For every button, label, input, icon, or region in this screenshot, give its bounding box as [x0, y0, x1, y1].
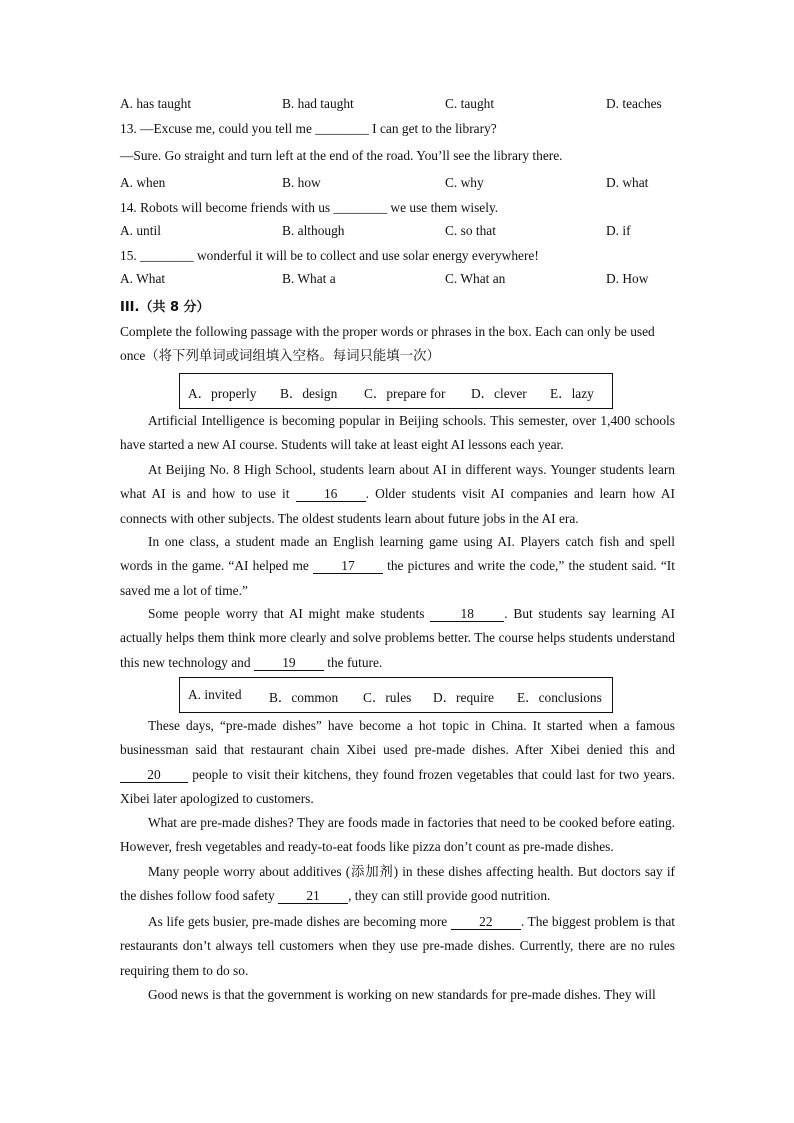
q13-reply: —Sure. Go straight and turn left at the end of the road. You’ll see the library there.	[120, 148, 563, 163]
q14-option-b: B. although	[282, 223, 345, 238]
q15-option-a: A. What	[120, 271, 166, 286]
passage2-paragraph5	[120, 983, 675, 1007]
q13-option-b: B. how	[282, 175, 321, 190]
q15-option-c: C. What an	[445, 271, 506, 286]
passage1-p4-mid: . But students say learning AI actually helps them think more clearly and solve problems better. The course helps students understand this new technology and	[120, 606, 675, 670]
word-box-1-item: B．design	[280, 386, 338, 401]
word-box-2-item: D．require	[433, 690, 494, 705]
q14-stem	[120, 199, 675, 217]
q15-stem-before: 15.	[120, 248, 141, 263]
passage1-paragraph2	[120, 458, 675, 531]
q15-options	[120, 271, 680, 289]
word-box-2-item: B．common	[269, 690, 339, 705]
q15-stem	[120, 247, 675, 265]
q14-stem-after: we use them wisely.	[387, 200, 499, 215]
passage1-paragraph1	[120, 409, 675, 458]
passage1-p3-before: In one class, a student made an English learning game using AI. Players catch fish and spell words in the game. “AI helped me	[120, 534, 675, 574]
passage1-p2-after: . Older students visit AI companies and learn how AI connects with other subjects. The oldest students learn about future jobs in the AI era.	[120, 486, 676, 526]
q12-option-b: B. had taught	[282, 96, 354, 111]
q14-option-c: C. so that	[445, 223, 496, 238]
blank-19: 19	[254, 655, 324, 671]
passage2-paragraph4	[120, 910, 675, 983]
q14-options	[120, 223, 680, 241]
q13-option-c: C. why	[445, 175, 484, 190]
word-box-1-item: E．lazy	[550, 386, 594, 401]
passage2-paragraph2	[120, 811, 675, 860]
passage1-p2-before: At Beijing No. 8 High School, students learn about AI in different ways. Younger students learn what AI is and how to use it	[120, 462, 675, 502]
passage1-paragraph3	[120, 530, 675, 603]
word-box-1	[179, 373, 613, 409]
passage2-p3-after: , they can still provide good nutrition.	[348, 888, 551, 904]
word-box-2	[179, 677, 613, 713]
word-box-1-item: C．prepare for	[364, 386, 446, 401]
blank-17: 17	[313, 558, 383, 574]
q13-option-a: A. when	[120, 175, 166, 190]
passage2-p3-before: Many people worry about additives (添加剂) in these dishes affecting health. But doctors say if the dishes follow food safety	[120, 864, 675, 904]
q13-blank: ________	[315, 121, 369, 136]
q14-option-d: D. if	[606, 223, 631, 238]
q14-blank: ________	[333, 200, 388, 215]
q12-options	[120, 96, 680, 114]
q15-blank: ________	[140, 248, 194, 263]
q14-option-a: A. until	[120, 223, 161, 238]
passage1-p4-before: Some people worry that AI might make students	[148, 606, 431, 621]
passage1-p4-after: the future.	[323, 654, 383, 670]
q12-option-d: D. teaches	[606, 96, 662, 111]
word-box-1-item: A．properly	[188, 386, 257, 401]
q13-stem-before: 13. —Excuse me, could you tell me	[120, 121, 316, 136]
passage1-p1-text: Artificial Intelligence is becoming popular in Beijing schools. This semester, over 1,400 schools have started a new AI course. Students will take at least eight AI lessons each year.	[120, 413, 675, 453]
q13-stem-after: I can get to the library?	[368, 121, 497, 136]
blank-21: 21	[278, 888, 348, 904]
q12-option-c: C. taught	[445, 96, 495, 111]
q13-options	[120, 175, 680, 193]
word-box-2-item: E．conclusions	[517, 690, 602, 705]
passage2-p2-text: What are pre-made dishes? They are foods made in factories that need to be cooked before eating. However, fresh vegetables and ready-to-eat foods like pizza don’t count as pre-made dishes.	[120, 815, 675, 855]
blank-22: 22	[451, 914, 521, 930]
passage2-p4-after: . The biggest problem is that restaurants don’t always tell customers when they use pre-made dishes. Currently, there are no rules requiring them to do so.	[120, 914, 676, 978]
passage2-paragraph1	[120, 714, 675, 811]
section-heading: III.（共 8 分）	[120, 300, 210, 315]
passage2-p4-before: As life gets busier, pre-made dishes are becoming more	[148, 914, 451, 929]
passage2-paragraph3	[120, 860, 675, 909]
passage1-p3-after: the pictures and write the code,” the student said. “It saved me a lot of time.”	[120, 558, 675, 598]
blank-16: 16	[296, 486, 366, 502]
blank-18: 18	[430, 606, 504, 622]
word-box-1-item: D．clever	[471, 386, 527, 401]
word-box-2-item: C．rules	[363, 690, 412, 705]
passage2-p5-text: Good news is that the government is working on new standards for pre-made dishes. They will	[148, 987, 656, 1002]
blank-20: 20	[120, 767, 188, 783]
q15-option-d: D. How	[606, 271, 649, 286]
word-box-2-item: A. invited	[188, 687, 242, 702]
passage2-p1-before: These days, “pre-made dishes” have become a hot topic in China. It started when a famous businessman said that restaurant chain Xibei used pre-made dishes. After Xibei denied this and	[120, 718, 675, 758]
q15-stem-after: wonderful it will be to collect and use solar energy everywhere!	[193, 248, 539, 263]
section-instruction-line2: once（将下列单词或词组填入空格。每词只能填一次）	[120, 348, 440, 363]
passage1-paragraph4	[120, 602, 675, 675]
passage2-p1-after: people to visit their kitchens, they found frozen vegetables that could last for two years. Xibei later apologized to customers.	[120, 766, 675, 806]
section-instruction-line1: Complete the following passage with the proper words or phrases in the box. Each can only be used	[120, 324, 655, 339]
q14-stem-before: 14. Robots will become friends with us	[120, 200, 334, 215]
q13-stem	[120, 120, 675, 138]
q15-option-b: B. What a	[282, 271, 336, 286]
q12-option-a: A. has taught	[120, 96, 192, 111]
q13-option-d: D. what	[606, 175, 649, 190]
